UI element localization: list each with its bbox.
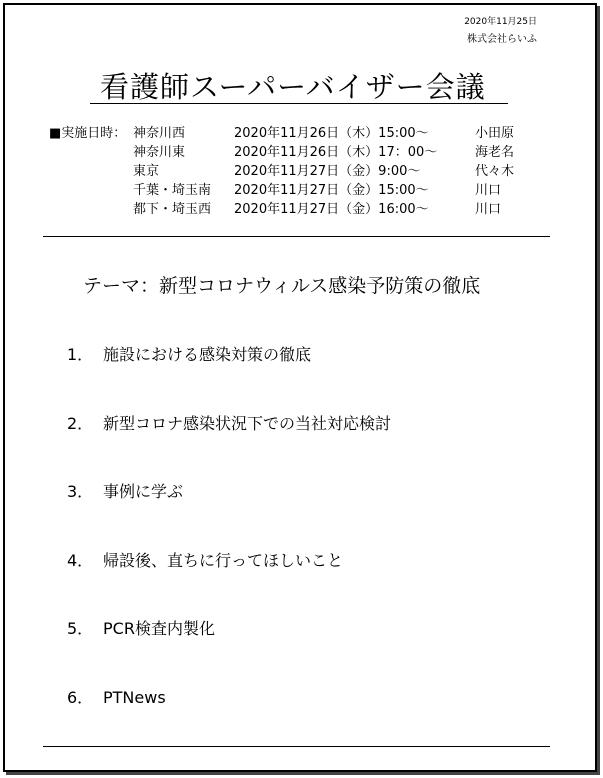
schedule-datetime: 2020年11月27日（金）16:00～ (234, 202, 429, 217)
schedule-location: 代々木 (475, 164, 515, 179)
document-date: 2020年11月25日 (464, 17, 537, 27)
schedule-location: 海老名 (475, 145, 515, 160)
schedule-location: 川口 (475, 202, 502, 217)
agenda-item (67, 411, 391, 480)
document-page (3, 3, 597, 772)
schedule-datetime: 2020年11月27日（金）9:00～ (234, 164, 421, 179)
agenda-item (67, 616, 391, 685)
schedule-branch: 都下・埼玉西 (133, 202, 212, 217)
schedule-branch: 東京 (133, 164, 160, 179)
schedule-datetime: 2020年11月26日（木）15:00～ (234, 126, 429, 141)
schedule-branch: 千葉・埼玉南 (133, 183, 212, 198)
divider-bottom (43, 746, 550, 747)
schedule-label: ■実施日時： (49, 126, 127, 141)
agenda-text: 新型コロナ感染状況下での当社対応検討 (103, 413, 392, 433)
schedule-location: 小田原 (475, 126, 515, 141)
agenda-number: 4． (67, 550, 94, 570)
agenda-number: 3． (67, 482, 94, 502)
meeting-theme: テーマ：新型コロナウィルス感染予防策の徹底 (83, 275, 481, 297)
schedule-datetime: 2020年11月26日（木）17：00～ (234, 145, 438, 160)
agenda-item (67, 685, 391, 754)
agenda-item (67, 548, 391, 617)
agenda-number: 2． (67, 413, 94, 433)
agenda-item (67, 342, 391, 411)
company-name: 株式会社らいふ (467, 34, 537, 45)
agenda-number: 5． (67, 619, 94, 639)
title-underline (90, 103, 508, 104)
agenda-number: 1． (67, 345, 94, 364)
schedule-branch: 神奈川東 (133, 145, 186, 160)
agenda-text: PTNews (103, 687, 166, 707)
agenda-text: 事例に学ぶ (103, 482, 184, 502)
agenda-text: 施設における感染対策の徹底 (103, 345, 312, 364)
schedule-branch: 神奈川西 (133, 126, 186, 141)
schedule-location: 川口 (475, 183, 502, 198)
schedule-datetime: 2020年11月27日（金）15:00～ (234, 183, 429, 198)
page-title: 看護師スーパーバイザー会議 (100, 70, 486, 104)
agenda-text: PCR検査内製化 (103, 619, 215, 639)
agenda-list (67, 342, 391, 754)
divider-top (43, 236, 550, 237)
agenda-item (67, 479, 391, 548)
agenda-text: 帰設後、直ちに行ってほしいこと (103, 550, 344, 570)
agenda-number: 6． (67, 687, 94, 707)
